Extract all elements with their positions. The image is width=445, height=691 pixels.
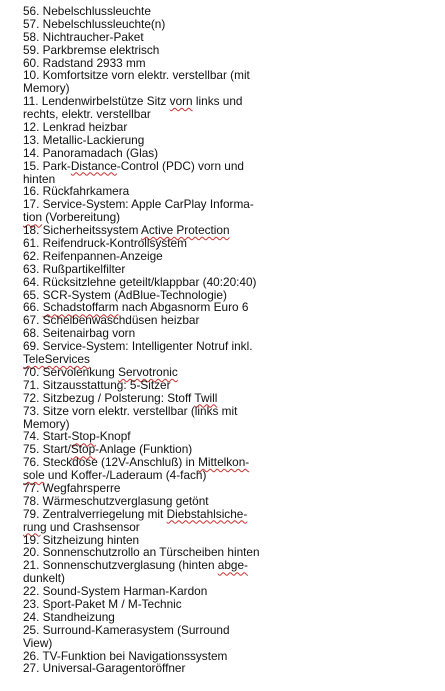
list-line bbox=[23, 662, 441, 675]
line-text: 65. SCR-System (AdBlue-Technologie) bbox=[23, 287, 227, 302]
line-text: 23. Sport-Paket M / M-Technic bbox=[23, 596, 182, 611]
spellcheck-flagged-word: Stop bbox=[70, 442, 96, 457]
line-text: 19. Sitzheizung hinten bbox=[23, 532, 140, 547]
spellcheck-flagged-word: Mittelkon- bbox=[198, 455, 250, 470]
line-text: 26. TV-Funktion bei Navigationssystem bbox=[23, 648, 228, 663]
line-text: 79. Zentralverriegelung mit bbox=[23, 506, 167, 521]
list-line bbox=[23, 559, 441, 572]
spellcheck-flagged-word: rung bbox=[23, 519, 47, 534]
line-text: 67. Scheibenwaschdüsen heizbar bbox=[23, 313, 200, 328]
spellcheck-flagged-word: vorn bbox=[169, 94, 193, 109]
line-text: und Koffer-/Laderaum (4-fach) bbox=[44, 468, 207, 483]
line-text: View) bbox=[23, 635, 53, 650]
spellcheck-flagged-word: Diebstahlsiche- bbox=[166, 506, 248, 521]
line-text: 69. Service-System: Intelligenter Notruf inkl. bbox=[23, 339, 253, 354]
line-text: 76. Steckdose (12V-Anschluß) in bbox=[23, 455, 199, 470]
line-text: 61. Reifendruck-Kontrollsystem bbox=[23, 236, 187, 251]
line-text: dunkelt) bbox=[23, 571, 65, 586]
line-text: 21. Sonnenschutzverglasung (hinten bbox=[23, 558, 218, 573]
line-text: 20. Sonnenschutzrollo an Türscheiben hinten bbox=[23, 545, 260, 560]
line-text: 27. Universal-Garagentoröffner bbox=[23, 661, 186, 676]
spellcheck-flagged-word: Schadstoffarm bbox=[42, 300, 119, 315]
line-text: (Vorbereitung) bbox=[42, 210, 121, 225]
spellcheck-flagged-word: Active Protection bbox=[141, 223, 230, 238]
line-text: 22. Sound-System Harman-Kardon bbox=[23, 584, 208, 599]
line-text: 16. Rückfahrkamera bbox=[23, 184, 130, 199]
spellcheck-flagged-word: sole bbox=[23, 468, 45, 483]
spellcheck-flagged-word: Servotronic bbox=[118, 364, 178, 379]
line-text: 74. Start- bbox=[23, 429, 72, 444]
line-text: Memory) bbox=[23, 416, 70, 431]
spellcheck-flagged-word: Distance bbox=[70, 158, 117, 173]
line-text: 75. Start/ bbox=[23, 442, 71, 457]
line-text: 11. Lendenwirbelstütze Sitz bbox=[23, 94, 170, 109]
line-text: 77. Wegfahrsperre bbox=[23, 480, 121, 495]
spellcheck-flagged-word: TeleServices bbox=[23, 352, 90, 367]
line-text: 78. Wärmeschutzverglasung getönt bbox=[23, 493, 209, 508]
line-text: 63. Rußpartikelfilter bbox=[23, 261, 126, 276]
line-text: 73. Sitze vorn elektr. verstellbar (links mit bbox=[23, 403, 238, 418]
line-text: 60. Radstand 2933 mm bbox=[23, 55, 146, 70]
list-line bbox=[23, 69, 441, 82]
line-text: 62. Reifenpannen-Anzeige bbox=[23, 248, 163, 263]
line-text: hinten bbox=[23, 171, 56, 186]
line-text: nach Abgasnorm Euro 6 bbox=[118, 300, 249, 315]
line-text: 25. Surround-Kamerasystem (Surround bbox=[23, 622, 230, 637]
line-text: 10. Komfortsitze vorn elektr. verstellbar (mit bbox=[23, 68, 250, 83]
list-line bbox=[23, 624, 441, 637]
line-text: und Crashsensor bbox=[46, 519, 140, 534]
line-text: 68. Seitenairbag vorn bbox=[23, 326, 136, 341]
line-text: 56. Nebelschlussleuchte bbox=[23, 4, 151, 18]
line-text: 66. bbox=[23, 300, 43, 315]
spellcheck-flagged-word: Stop bbox=[71, 429, 96, 444]
line-text: 14. Panoramadach (Glas) bbox=[23, 145, 159, 160]
line-text: 15. Park- bbox=[23, 158, 71, 173]
line-text: -Anlage (Funktion) bbox=[95, 442, 193, 457]
list-line bbox=[23, 160, 441, 173]
spellcheck-flagged-word: tion bbox=[23, 210, 43, 225]
line-text: 13. Metallic-Lackierung bbox=[23, 132, 145, 147]
line-text: 70. Servolenkung bbox=[23, 364, 119, 379]
line-text: 71. Sitzausstattung: 5-Sitzer bbox=[23, 377, 171, 392]
list-line bbox=[23, 405, 441, 418]
line-text: rechts, elektr. verstellbar bbox=[23, 107, 151, 122]
line-text: 17. Service-System: Apple CarPlay Informa- bbox=[23, 197, 254, 212]
line-text: 64. Rücksitzlehne geteilt/klappbar (40:20:40) bbox=[23, 274, 257, 289]
line-text: 58. Nichtraucher-Paket bbox=[23, 29, 144, 44]
line-text: 12. Lenkrad heizbar bbox=[23, 120, 128, 135]
line-text: -Control (PDC) vorn und bbox=[116, 158, 244, 173]
line-text: Memory) bbox=[23, 81, 70, 96]
spellcheck-flagged-word: abge- bbox=[217, 558, 248, 573]
line-text: 18. Sicherheitssystem bbox=[23, 223, 142, 238]
line-text: 57. Nebelschlussleuchte(n) bbox=[23, 16, 166, 31]
line-text: -Knopf bbox=[95, 429, 131, 444]
line-text: 72. Sitzbezug / Polsterung: Stoff bbox=[23, 390, 195, 405]
line-text: 24. Standheizung bbox=[23, 609, 115, 624]
line-text: 59. Parkbremse elektrisch bbox=[23, 42, 160, 57]
line-text: links und bbox=[192, 94, 243, 109]
spellcheck-flagged-word: Twill bbox=[194, 390, 218, 405]
equipment-list bbox=[23, 5, 441, 675]
